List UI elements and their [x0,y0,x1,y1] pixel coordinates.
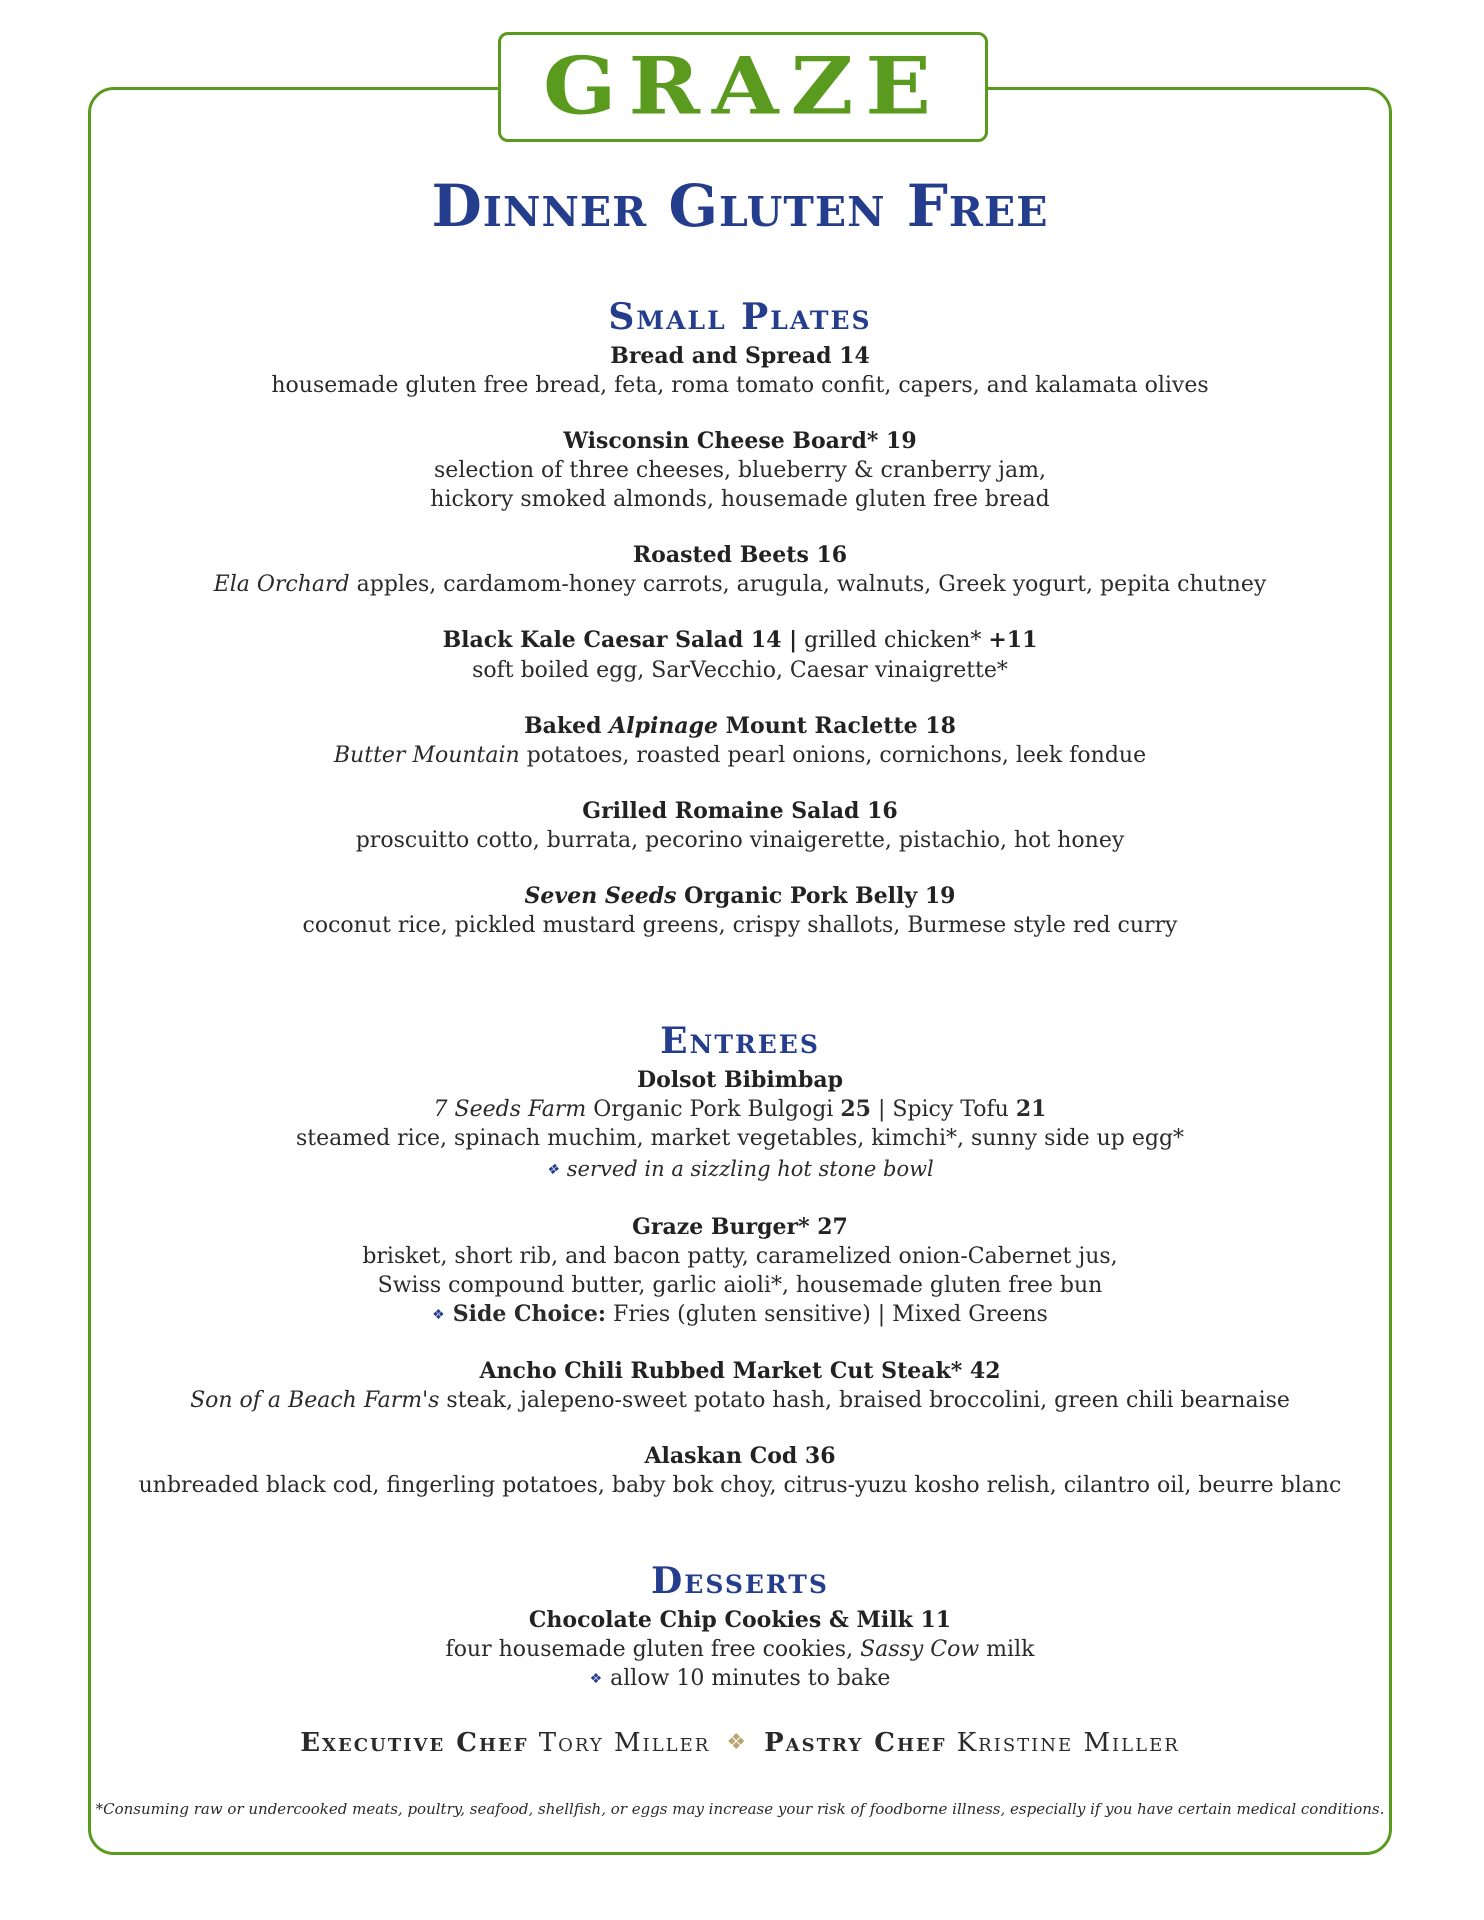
menu-item [88,1441,1392,1500]
section-entrees [88,1020,1392,1526]
item-options [88,1095,1392,1124]
farm-name: 7 Seeds Farm [433,1097,587,1123]
item-name: Chocolate Chip Cookies & Milk 11 [528,1607,952,1634]
item-name [88,625,1392,656]
menu-item [88,1065,1392,1186]
option-price: 25 [840,1096,871,1123]
brand-name: Alpinage [609,713,719,740]
farm-name: Son of a Beach Farm's [190,1388,440,1414]
item-name: Bread and Spread 14 [610,343,870,370]
side-choice-text: Fries (gluten sensitive) | Mixed Greens [606,1302,1048,1328]
description-text: four housemade gluten free cookies, [445,1637,861,1663]
item-name: Ancho Chili Rubbed Market Cut Steak* 42 [479,1358,1001,1385]
item-name: Roasted Beets 16 [632,542,848,569]
menu-item [88,625,1392,685]
section-small-plates [88,296,1392,966]
diamond-bullet-icon: ❖ [432,1307,445,1324]
item-description: proscuitto cotto, burrata, pecorino vinaigerette, pistachio, hot honey [355,828,1125,854]
item-description: coconut rice, pickled mustard greens, crispy shallots, Burmese style red curry [302,913,1178,939]
diamond-bullet-icon: ❖ [546,1162,559,1179]
ornament-icon: ❖ [726,1730,749,1755]
menu-item [88,426,1392,514]
item-description: steamed rice, spinach muchim, market vegetables, kimchi*, sunny side up egg* [295,1126,1185,1152]
item-name [88,881,1392,911]
description-text: steak, jalepeno-sweet potato hash, braised broccolini, green chili bearnaise [439,1388,1290,1414]
item-description [88,741,1392,770]
menu-item [88,1212,1392,1330]
item-name-text: Black Kale Caesar Salad 14 | [442,627,798,654]
item-description: selection of three cheeses, blueberry & cranberry jam, [434,458,1046,484]
option-price: 21 [1015,1096,1047,1123]
item-name: Alaskan Cod 36 [644,1443,836,1470]
item-description [88,1386,1392,1415]
diamond-bullet-icon: ❖ [589,1671,603,1688]
description-text: apples, cardamom-honey carrots, arugula, walnuts, Greek yogurt, pepita chutney [349,572,1267,598]
logo [498,32,988,142]
chef-name: Tory Miller [538,1728,711,1758]
menu-item [88,881,1392,940]
item-description: unbreaded black cod, fingerling potatoes, baby bok choy, citrus-yuzu kosho relish, cilantro oil, beurre blanc [138,1473,1342,1499]
addon-text: grilled chicken* [797,628,989,654]
brand-name: Sassy Cow [860,1637,980,1663]
note-text: allow 10 minutes to bake [610,1666,891,1692]
farm-name: Seven Seeds [524,883,677,910]
item-description: Swiss compound butter, garlic aioli*, housemade gluten free bun [377,1273,1103,1299]
menu-item [88,1605,1392,1694]
section-desserts [88,1560,1392,1720]
note-text: served in a sizzling hot stone bowl [566,1157,934,1182]
item-name: Dolsot Bibimbap [637,1067,843,1094]
section-heading: Desserts [651,1560,829,1602]
description-text: potatoes, roasted pearl onions, cornichons, leek fondue [519,743,1147,769]
side-choice-label: Side Choice: [452,1301,607,1328]
menu-item [88,796,1392,855]
description-text: milk [979,1637,1035,1663]
menu-title: Dinner Gluten Free [431,172,1049,240]
item-description: brisket, short rib, and bacon patty, caramelized onion-Cabernet jus, [362,1244,1118,1270]
chef-credits [88,1728,1392,1758]
item-name: Wisconsin Cheese Board* 19 [563,428,917,455]
section-heading: Small Plates [608,296,872,338]
item-description [88,1635,1392,1664]
item-name: Graze Burger* 27 [632,1214,848,1241]
item-description: soft boiled egg, SarVecchio, Caesar vinaigrette* [472,658,1008,684]
chef-role: Executive Chef [300,1728,529,1758]
item-name: Grilled Romaine Salad 16 [582,798,898,825]
logo-text: GRAZE [543,40,943,133]
menu-item [88,1356,1392,1415]
item-description [88,570,1392,599]
chef-name: Kristine Miller [956,1728,1180,1758]
item-name-text: Organic Pork Belly 19 [676,883,956,910]
farm-name: Butter Mountain [333,743,520,769]
option-text: Organic Pork Bulgogi [586,1097,841,1123]
option-text: | Spicy Tofu [870,1097,1016,1123]
item-name-text: Mount Raclette 18 [718,713,956,740]
menu-item [88,711,1392,770]
item-note [88,1664,1392,1694]
addon-price: +11 [988,627,1038,654]
menu-item [88,540,1392,599]
side-choice [88,1300,1392,1330]
food-safety-disclaimer: *Consuming raw or undercooked meats, poultry, seafood, shellfish, or eggs may increase your risk of foodborne illness, especially if you have certain medical conditions. [95,1800,1385,1818]
item-description: hickory smoked almonds, housemade gluten free bread [430,487,1050,513]
item-name [88,711,1392,741]
section-heading: Entrees [660,1020,820,1062]
farm-name: Ela Orchard [213,572,350,598]
item-note [88,1153,1392,1186]
item-name-text: Baked [524,713,610,740]
menu-item [88,341,1392,400]
item-description: housemade gluten free bread, feta, roma tomato confit, capers, and kalamata olives [271,373,1209,399]
chef-role: Pastry Chef [764,1728,947,1758]
